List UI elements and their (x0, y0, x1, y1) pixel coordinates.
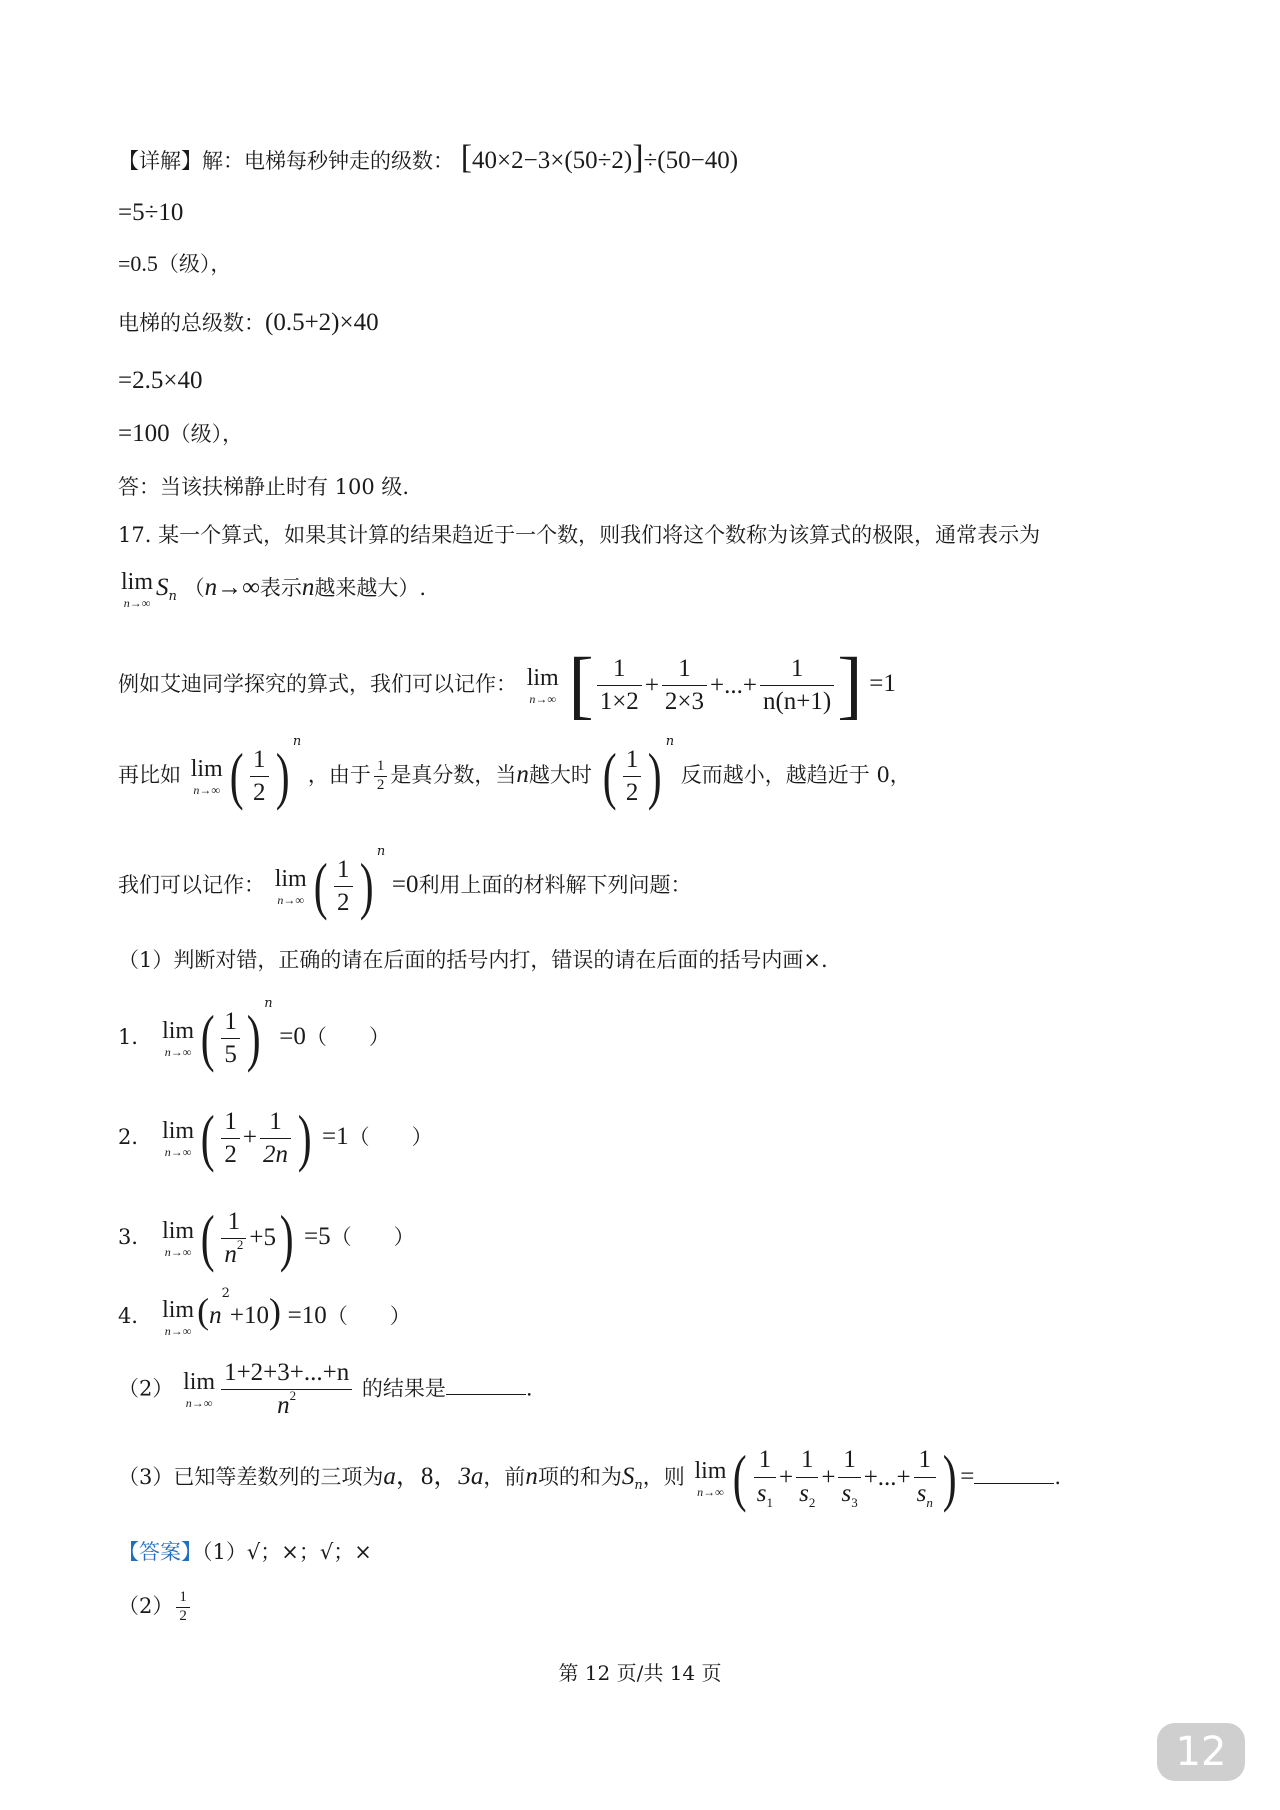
total-steps-text: 电梯的总级数： (118, 311, 265, 335)
expr-part-d: (50−40) (657, 147, 739, 174)
paren-open: （ (183, 576, 205, 600)
fraction-i2-1: $\frac{1}{2}$ (221, 1109, 240, 1169)
solution-line-1 (118, 138, 738, 179)
lim-symbol: lim n→∞ (274, 865, 307, 907)
q3-answer-blank[interactable] (974, 1461, 1054, 1484)
fraction-half-3: $\frac{1}{2}$ (334, 857, 353, 917)
fraction-1: $\frac{1}{1\times 2}$ (597, 656, 642, 716)
bracket-group: [ $\frac{1}{1\times 2}$ + $\frac{1}{2\times 3}$ +...+ $\frac{1}{n(n+1)}$ ] (568, 643, 863, 727)
total-expr: (0.5+2)×40 (265, 309, 379, 336)
example-line (118, 640, 896, 731)
item-4-label: 4． (118, 1304, 153, 1328)
paren-half-3: ( $\frac{1}{2}$ ) (313, 850, 374, 921)
exponent-n-3: n (376, 844, 386, 859)
item-4: 4． lim n→∞ $(n^2+10) =10$（ ） (118, 1286, 411, 1338)
answer-line-1 (118, 1540, 372, 1565)
q2-period: . (525, 1376, 533, 1401)
n-symbol-3: n (516, 760, 529, 788)
paren-half-2: ( $\frac{1}{2}$ ) (602, 740, 662, 811)
item-2-eq: =1 (322, 1122, 349, 1150)
s-symbol: S (156, 574, 169, 601)
item-1 (118, 996, 390, 1077)
write-line (118, 844, 692, 925)
question-2 (118, 1360, 533, 1420)
q3-a: a (383, 1462, 396, 1490)
q3-sn: S (621, 1462, 635, 1490)
item-3 (118, 1200, 415, 1277)
expr-part-c: ÷ (643, 147, 658, 174)
q2-label: （2） (118, 1376, 174, 1401)
paren-2: ( $\frac{1}{2}$ + $\frac{1}{2n}$ ) (200, 1102, 312, 1173)
item-2-label: 2． (118, 1124, 153, 1149)
paren-3: ( $\frac{1}{n^2}$ +5 ) (200, 1202, 294, 1273)
problem-limit-def (118, 570, 426, 609)
fraction-half-small: $\frac{1}{2}$ (374, 759, 388, 794)
expr-05: =0.5 (118, 251, 158, 276)
lim-symbol: lim n→∞ (162, 1017, 195, 1059)
item-3-label: 3． (118, 1224, 153, 1249)
lim-symbol: lim n→∞ (190, 755, 223, 797)
fraction-half-2: $\frac{1}{2}$ (623, 747, 642, 807)
item-1-answer-blank[interactable]: （ ） (305, 1024, 390, 1049)
detail-label: 【详解】 (118, 149, 202, 173)
fraction-i2-2: $\frac{1}{2n}$ (260, 1109, 291, 1169)
write-text: 我们可以记作： (118, 872, 265, 897)
solution-line-4 (118, 308, 379, 338)
page-footer: 第 12 页/共 14 页 (558, 1661, 722, 1685)
solution-text-1: 解：电梯每秒钟走的级数： (202, 149, 454, 173)
answer-2-fraction: $\frac{1}{2}$ (176, 1590, 190, 1625)
paren-q3: ( $\frac{1}{s_1}$ + $\frac{1}{s_2}$ + $\frac{1}{s_3}$ +...+ $\frac{1}{s_n}$ ) (733, 1442, 957, 1513)
plus-5: +5 (249, 1224, 276, 1252)
solution-answer-line: 答：当该扶梯静止时有 100 级. (118, 475, 410, 499)
lim-symbol: lim n→∞ (694, 1457, 727, 1499)
fraction-3: $\frac{1}{n(n+1)}$ (760, 656, 834, 716)
exponent-n-4: n (264, 996, 273, 1011)
item-4-eq: =10 (287, 1302, 327, 1329)
item-1-label: 1． (118, 1024, 153, 1049)
q3-text-2: ，前 (483, 1464, 526, 1489)
fraction-sn: $\frac{1}{s_n}$ (914, 1447, 936, 1509)
fraction-2: $\frac{1}{2\times 3}$ (662, 656, 707, 716)
s-subscript: n (168, 589, 177, 605)
lim-symbol: lim n→∞ (526, 665, 559, 707)
fraction-s1: $\frac{1}{s_1}$ (754, 1447, 776, 1509)
solution-line-3 (118, 251, 231, 277)
unit-text: （级）， (157, 252, 232, 276)
plus: + (644, 671, 659, 699)
example-text: 例如艾迪同学探究的算式，我们可以记作： (118, 672, 517, 697)
q2-text: 的结果是 (361, 1376, 446, 1401)
exponent-n-2: n (665, 734, 675, 749)
item-3-eq: =5 (304, 1222, 331, 1250)
unit-text-2: （级）， (169, 422, 244, 446)
expr-100: =100 (118, 420, 170, 447)
fraction-s2: $\frac{1}{s_2}$ (796, 1447, 818, 1509)
solution-line-6 (118, 419, 243, 449)
item-3-answer-blank[interactable]: （ ） (330, 1224, 415, 1249)
q3-text-4: ，则 (642, 1464, 685, 1489)
q3-text-3: 项的和为 (537, 1464, 622, 1489)
fraction-q2: $\frac{1+2+3+...+n}{n^2}$ (221, 1360, 352, 1420)
page-number-badge[interactable]: 12 (1157, 1723, 1245, 1781)
bracket-close: ] (632, 139, 644, 176)
q3-n: n (525, 1462, 538, 1490)
q3-3a: 3a (458, 1462, 484, 1490)
n-symbol-2: n (301, 574, 315, 601)
arrow-inf: →∞ (217, 574, 260, 601)
fraction-fifth: $\frac{1}{5}$ (221, 1009, 240, 1069)
fraction-half: $\frac{1}{2}$ (250, 747, 269, 807)
bracket-open: [ (460, 139, 473, 176)
again-line (118, 734, 911, 815)
q2-answer-blank[interactable] (446, 1372, 526, 1395)
again-text-5: 反而越小，越趋近于 0， (680, 762, 911, 787)
lim-symbol: lim n→∞ (121, 569, 154, 610)
answer-tag: 【答案】 (118, 1540, 202, 1564)
write-text-2: 利用上面的材料解下列问题： (418, 872, 692, 897)
question-1-text: （1）判断对错，正确的请在后面的括号内打，错误的请在后面的括号内画×. (118, 948, 828, 972)
equals-1: =1 (869, 670, 896, 698)
answer-1: （1）√；×；√；× (202, 1540, 372, 1564)
paren-half: ( $\frac{1}{2}$ ) (229, 740, 290, 811)
again-text-1: 再比如 (118, 762, 181, 787)
lim-symbol: lim n→∞ (183, 1369, 216, 1411)
item-4-answer-blank[interactable]: （ ） (326, 1304, 411, 1328)
expr-part-b: (50÷2) (564, 147, 633, 174)
q3-period: . (1054, 1464, 1061, 1489)
lim-symbol: lim n→∞ (162, 1217, 195, 1259)
again-text-3: 是真分数，当 (390, 762, 517, 787)
expr-part-a: 40×2−3× (472, 147, 565, 174)
solution-line-5: =2.5×40 (118, 367, 203, 394)
question-3: （3）已知等差数列的三项为a，8，3a，前n项的和为$S_n$，则 lim n→∞ ( $\frac{1}{s_1}$ + $\frac{1}{s_2}$ + $\frac{1}{s_3}$ +...+ $\frac{1}{s_n}$ ) = . (118, 1440, 1061, 1517)
lim-symbol: lim n→∞ (162, 1297, 195, 1338)
q3-sn-sub: n (634, 1478, 643, 1494)
exponent-n: n (292, 734, 302, 749)
plus-10: +10 (229, 1302, 269, 1329)
equals-0: =0 (391, 870, 419, 898)
item-2 (118, 1100, 433, 1177)
fraction-s3: $\frac{1}{s_3}$ (838, 1447, 860, 1509)
def-text-2: 越来越大）. (314, 576, 427, 600)
problem-intro: 17. 某一个算式，如果其计算的结果趋近于一个数，则我们将这个数称为该算式的极限，通常表示为 (118, 523, 1041, 547)
n-squared: n (209, 1302, 222, 1329)
solution-line-2: =5÷10 (118, 199, 184, 226)
fraction-i3: $\frac{1}{n^2}$ (221, 1209, 246, 1269)
answer-2-label: （2） (118, 1593, 174, 1618)
q3-text-1: （3）已知等差数列的三项为 (118, 1464, 384, 1489)
n-symbol: n (204, 574, 218, 601)
ellipsis: +...+ (710, 671, 757, 699)
again-text-4: 越大时 (528, 762, 592, 787)
item-1-eq: =0 (279, 1022, 306, 1050)
item-2-answer-blank[interactable]: （ ） (348, 1124, 433, 1149)
q3-mid: ，8， (395, 1462, 459, 1490)
paren-1: ( $\frac{1}{5}$ ) (200, 1002, 261, 1073)
def-text-1: 表示 (259, 576, 302, 600)
again-text-2: ，由于 (307, 762, 371, 787)
answer-line-2 (118, 1590, 193, 1625)
lim-symbol: lim n→∞ (162, 1117, 195, 1159)
